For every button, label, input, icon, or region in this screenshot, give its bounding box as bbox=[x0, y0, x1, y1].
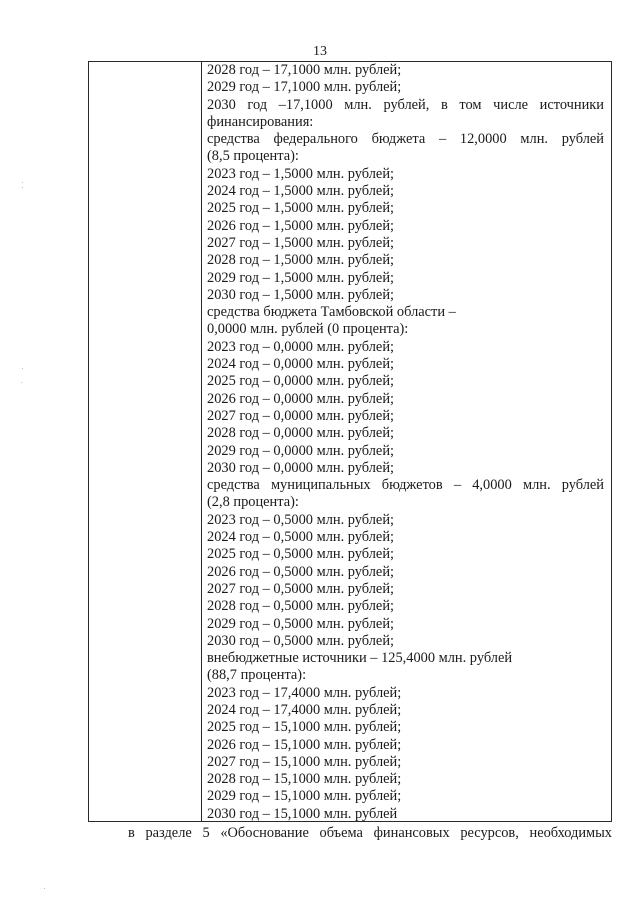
table-line: 2027 год – 1,5000 млн. рублей; bbox=[207, 234, 395, 251]
table-line: 2028 год – 0,5000 млн. рублей; bbox=[207, 598, 395, 615]
table-line: 2030 год –17,1000 млн. рублей, в том числе источники bbox=[207, 96, 604, 113]
scan-speck bbox=[22, 187, 23, 188]
financing-table bbox=[88, 61, 612, 822]
table-line: 2024 год – 0,5000 млн. рублей; bbox=[207, 529, 395, 546]
table-line: 2028 год – 0,0000 млн. рублей; bbox=[207, 425, 395, 442]
table-line: средства бюджета Тамбовской области – bbox=[207, 304, 456, 321]
table-line: 2024 год – 17,4000 млн. рублей; bbox=[207, 701, 402, 718]
scan-speck bbox=[21, 382, 22, 383]
table-line: средства муниципальных бюджетов – 4,0000 млн. рублей bbox=[207, 477, 604, 494]
table-line: 2025 год – 15,1000 млн. рублей; bbox=[207, 719, 402, 736]
table-line: 2026 год – 0,5000 млн. рублей; bbox=[207, 563, 395, 580]
table-line: 2028 год – 1,5000 млн. рублей; bbox=[207, 252, 395, 269]
table-right-cell bbox=[207, 62, 604, 823]
table-line: 2027 год – 15,1000 млн. рублей; bbox=[207, 753, 402, 770]
table-line: 2030 год – 1,5000 млн. рублей; bbox=[207, 286, 395, 303]
table-line: 2028 год – 17,1000 млн. рублей; bbox=[207, 62, 402, 78]
table-line: 2024 год – 1,5000 млн. рублей; bbox=[207, 183, 395, 200]
table-line: средства федерального бюджета – 12,0000 млн. рублей bbox=[207, 131, 604, 148]
page-number: 13 bbox=[313, 44, 327, 59]
table-line: (8,5 процента): bbox=[207, 148, 299, 165]
table-line: 2026 год – 1,5000 млн. рублей; bbox=[207, 217, 395, 234]
table-line: 2025 год – 0,5000 млн. рублей; bbox=[207, 546, 395, 563]
table-line: 2029 год – 0,5000 млн. рублей; bbox=[207, 615, 395, 632]
table-line: 2030 год – 0,0000 млн. рублей; bbox=[207, 459, 395, 476]
table-line: 2028 год – 15,1000 млн. рублей; bbox=[207, 771, 402, 788]
table-line: 2029 год – 1,5000 млн. рублей; bbox=[207, 269, 395, 286]
table-line: 2030 год – 15,1000 млн. рублей bbox=[207, 805, 398, 822]
paragraph-text: в разделе 5 «Обоснование объема финансовых ресурсов, необходимых bbox=[128, 825, 612, 841]
table-line: 0,0000 млн. рублей (0 процента): bbox=[207, 321, 409, 338]
table-line: 2025 год – 0,0000 млн. рублей; bbox=[207, 373, 395, 390]
table-line: внебюджетные источники – 125,4000 млн. рублей bbox=[207, 650, 513, 667]
scan-speck bbox=[44, 888, 45, 889]
table-line: 2026 год – 0,0000 млн. рублей; bbox=[207, 390, 395, 407]
table-line: 2029 год – 17,1000 млн. рублей; bbox=[207, 79, 402, 96]
table-line: 2026 год – 15,1000 млн. рублей; bbox=[207, 736, 402, 753]
table-line: 2027 год – 0,5000 млн. рублей; bbox=[207, 580, 395, 597]
table-line: 2023 год – 0,5000 млн. рублей; bbox=[207, 511, 395, 528]
scan-speck bbox=[22, 182, 23, 183]
table-line: 2029 год – 0,0000 млн. рублей; bbox=[207, 442, 395, 459]
table-line: 2023 год – 0,0000 млн. рублей; bbox=[207, 338, 395, 355]
table-line: финансирования: bbox=[207, 113, 314, 130]
table-line: (2,8 процента): bbox=[207, 494, 299, 511]
table-line: 2025 год – 1,5000 млн. рублей; bbox=[207, 200, 395, 217]
table-line: 2023 год – 17,4000 млн. рублей; bbox=[207, 684, 402, 701]
table-line: 2029 год – 15,1000 млн. рублей; bbox=[207, 788, 402, 805]
table-line: 2023 год – 1,5000 млн. рублей; bbox=[207, 165, 395, 182]
scan-speck bbox=[22, 368, 23, 369]
table-line: 2024 год – 0,0000 млн. рублей; bbox=[207, 356, 395, 373]
table-column-divider bbox=[201, 62, 202, 821]
table-line: (88,7 процента): bbox=[207, 667, 307, 684]
table-line: 2030 год – 0,5000 млн. рублей; bbox=[207, 632, 395, 649]
table-line: 2027 год – 0,0000 млн. рублей; bbox=[207, 407, 395, 424]
